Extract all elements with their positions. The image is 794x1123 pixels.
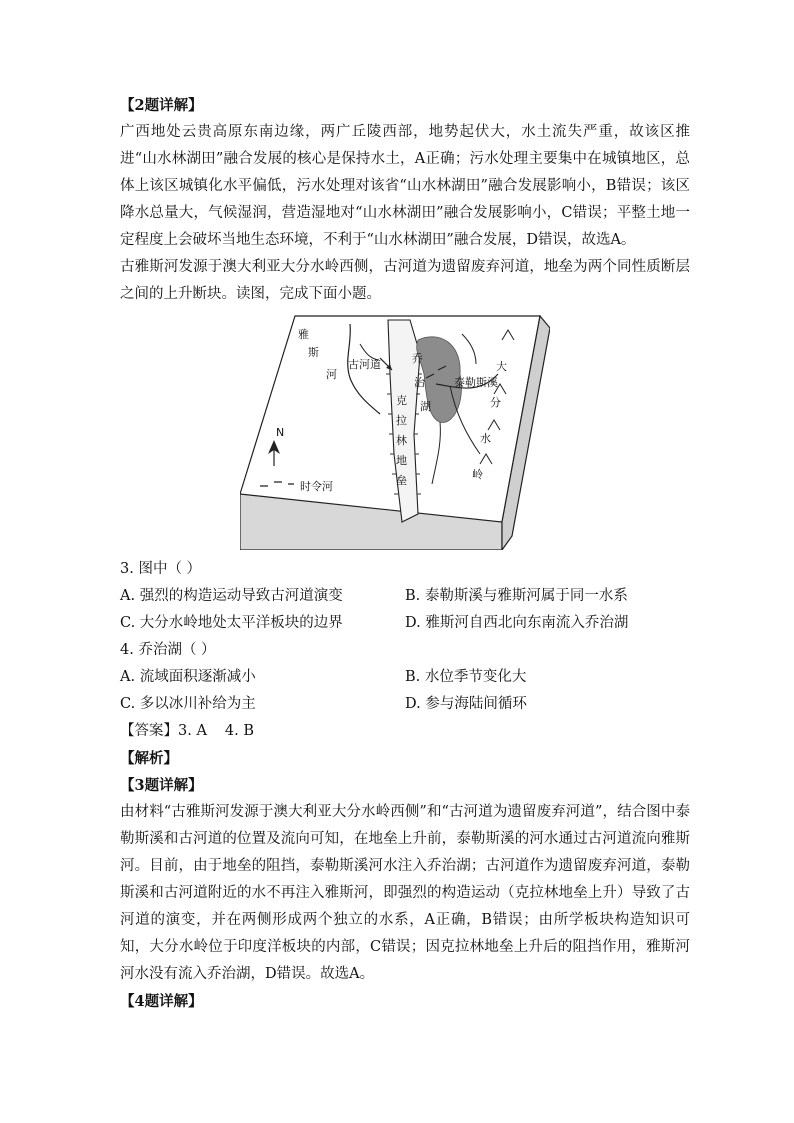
- label-si: 斯: [308, 346, 319, 359]
- horst-block-diagram: [240, 314, 550, 550]
- answer-label: 【答案】: [120, 723, 178, 739]
- label-lei: 垒: [396, 474, 407, 487]
- q3-option-c: C. 大分水岭地处太平洋板块的边界: [120, 615, 343, 631]
- question-4-options: [120, 664, 690, 718]
- label-lin: 林: [396, 434, 407, 447]
- q4-option-b: B. 水位季节变化大: [405, 669, 527, 685]
- label-he: 河: [326, 368, 337, 381]
- q3-option-a: A. 强烈的构造运动导致古河道演变: [120, 588, 343, 604]
- label-zhi: 治: [414, 376, 425, 389]
- question-3-options: [120, 583, 690, 637]
- material-intro: 古雅斯河发源于澳大利亚大分水岭西侧，古河道为遗留废弃河道，地垒为两个同性质断层之间的上升断块。读图，完成下面小题。: [120, 259, 690, 302]
- label-la: 拉: [396, 414, 407, 427]
- label-hu: 湖: [420, 400, 431, 413]
- label-old-channel: 古河道: [348, 358, 381, 371]
- label-fen: 分: [490, 396, 501, 409]
- document-page: [120, 92, 690, 1015]
- question-4-stem: 4. 乔治湖（ ）: [120, 642, 216, 658]
- label-di: 地: [396, 454, 407, 467]
- analysis-heading: 【解析】: [120, 750, 178, 767]
- label-tailesi: 泰勒斯溪: [454, 376, 498, 389]
- q3-heading: 【3题详解】: [120, 777, 203, 794]
- q3-option-d: D. 雅斯河自西北向东南流入乔治湖: [405, 615, 629, 631]
- block-diagram-figure: [120, 314, 690, 552]
- label-ling: 岭: [472, 468, 483, 481]
- label-ya: 雅: [298, 328, 309, 341]
- q2-explanation: 广西地处云贵高原东南边缘，两广丘陵西部，地势起伏大，水土流失严重，故该区推进“山水林湖田”融合发展的核心是保持水土，A正确；污水处理主要集中在城镇地区，总体上该区城镇化水平偏低，污水处理对该省“山水林湖田”融合发展影响小，B错误；该区降水总量大，气候湿润，营造湿地对“山水林湖田”融合发展影响小，C错误；平整土地一定程度上会破坏当地生态环境，不利于“山水林湖田”融合发展，D错误，故选A。: [120, 124, 690, 248]
- label-shui: 水: [480, 432, 491, 445]
- q2-heading: 【2题详解】: [120, 97, 203, 114]
- label-ke: 克: [396, 394, 407, 407]
- label-qiao: 乔: [412, 352, 423, 365]
- answer-4: 4. B: [224, 723, 255, 739]
- q4-option-a: A. 流域面积逐渐减小: [120, 669, 256, 685]
- q4-option-c: C. 多以冰川补给为主: [120, 696, 256, 712]
- q3-option-b: B. 泰勒斯溪与雅斯河属于同一水系: [405, 588, 628, 604]
- q4-heading: 【4题详解】: [120, 993, 203, 1010]
- label-da: 大: [496, 360, 507, 373]
- answer-line: [120, 718, 690, 745]
- q3-explanation: 由材料“古雅斯河发源于澳大利亚大分水岭西侧”和“古河道为遗留废弃河道”，结合图中泰勒斯溪和古河道的位置及流向可知，在地垒上升前，泰勒斯溪的河水通过古河道流向雅斯河。目前，由于地垒的阻挡，泰勒斯溪河水注入乔治湖；古河道作为遗留废弃河道，泰勒斯溪和古河道附近的水不再注入雅斯河，即强烈的构造运动（克拉林地垒上升）导致了古河道的演变，并在两侧形成两个独立的水系，A正确，B错误；由所学板块构造知识可知，大分水岭位于印度洋板块的内部，C错误；因克拉林地垒上升后的阻挡作用，雅斯河河水没有流入乔治湖，D错误。故选A。: [120, 804, 690, 982]
- q4-option-d: D. 参与海陆间循环: [405, 696, 527, 712]
- answer-3: 3. A: [178, 723, 207, 739]
- label-seasonal-river: 时令河: [300, 480, 333, 493]
- question-3-stem: 3. 图中（ ）: [120, 561, 202, 577]
- label-north: N: [276, 426, 285, 439]
